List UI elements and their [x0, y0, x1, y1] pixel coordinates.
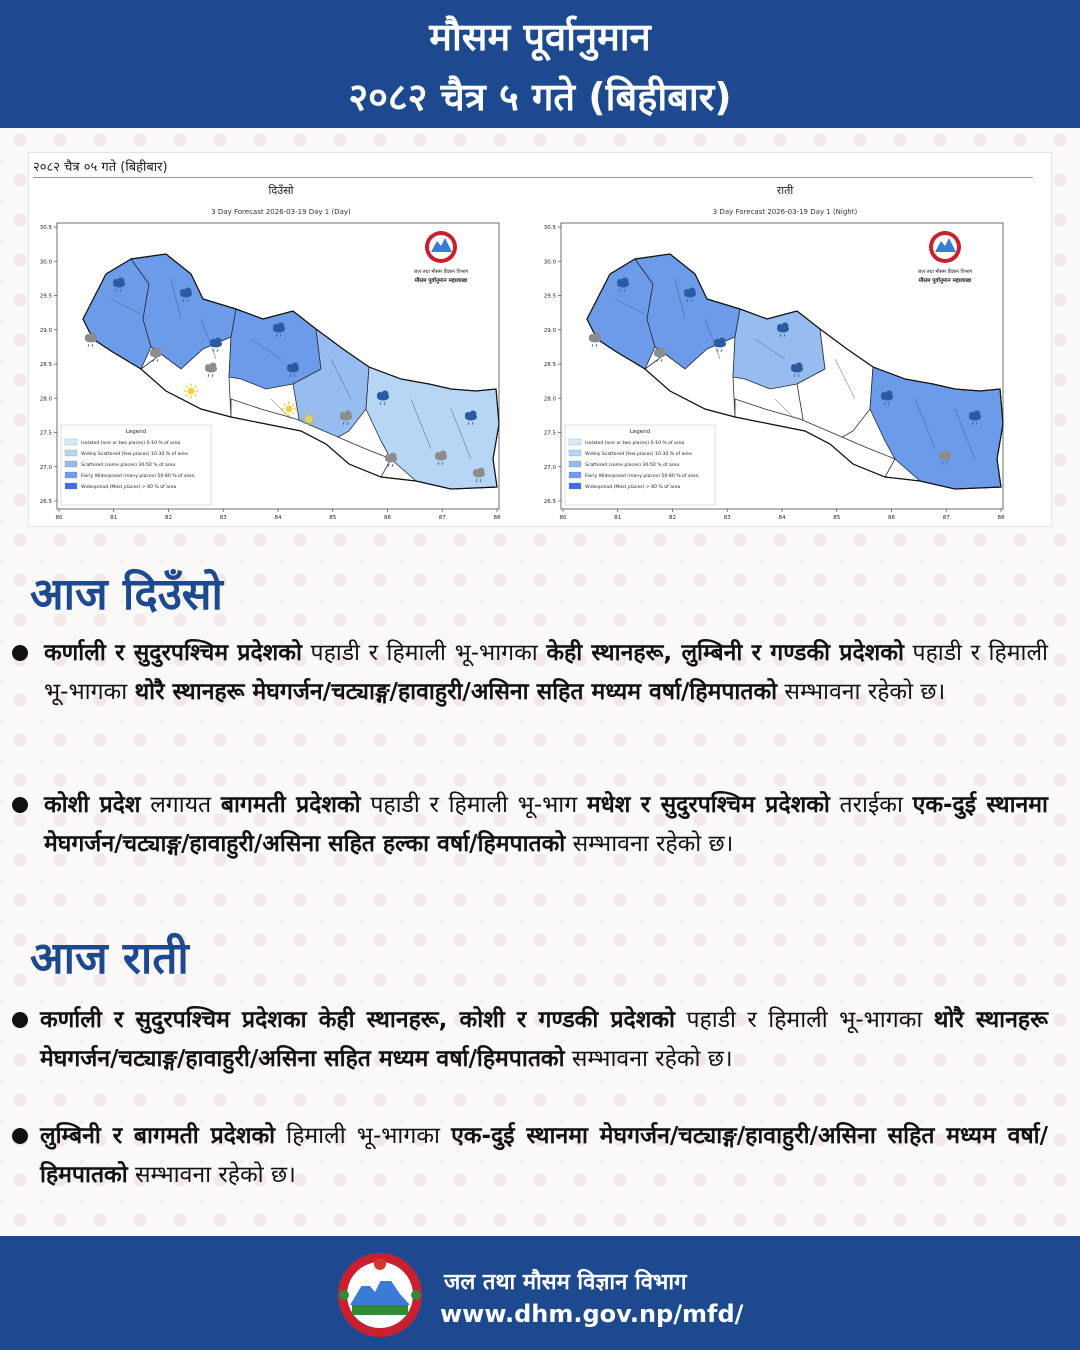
- x-tick-label: 87: [438, 515, 446, 521]
- lightning-sun-icon: [286, 406, 293, 413]
- cloud-puff: [210, 363, 217, 370]
- bullet-icon: [12, 1128, 28, 1144]
- legend-label: Fairly Widespread (many places) 50-80 % of area: [81, 474, 195, 479]
- day-section-title: आज दिउँसो: [30, 569, 223, 620]
- legend-swatch: [65, 461, 77, 467]
- y-tick-label: 30.0: [39, 259, 52, 266]
- cloud-puff: [90, 333, 97, 340]
- x-tick-label: 82: [669, 515, 676, 521]
- cloud-puff: [278, 323, 285, 330]
- y-tick-label: 26.5: [39, 499, 52, 505]
- day-forecast-paragraph-1: [44, 634, 1048, 712]
- body-text: पहाडी र हिमाली भू-भागका: [301, 640, 547, 666]
- cloud-puff: [390, 453, 397, 460]
- cloud-puff: [470, 411, 477, 418]
- header-banner: [0, 0, 1080, 128]
- night-map-subtitle: राती: [776, 184, 794, 197]
- y-tick-label: 29.5: [543, 293, 556, 300]
- day-map-title: 3 Day Forecast 2026-03-19 Day 1 (Day): [211, 208, 351, 216]
- day-map-figure: [31, 219, 531, 524]
- dhm-emblem-icon: [330, 1250, 430, 1340]
- map-legend: [61, 425, 211, 505]
- emphasis-text: कर्णाली र सुदुरपश्चिम प्रदेशको: [44, 640, 302, 666]
- emphasis-text: मधेश र सुदुरपश्चिम प्रदेशको: [586, 792, 830, 818]
- y-tick-label: 26.5: [543, 499, 556, 505]
- page-title: मौसम पूर्वानुमान: [429, 15, 651, 59]
- x-tick-label: 81: [614, 515, 622, 521]
- cloud-puff: [478, 468, 485, 475]
- body-text: सम्भावना रहेको छ।: [564, 1046, 733, 1072]
- cloud-puff: [155, 348, 162, 355]
- lightning-sun-icon: [188, 388, 195, 395]
- cloud-puff: [215, 338, 222, 345]
- y-tick-label: 28.0: [39, 396, 52, 403]
- legend-label: Widespread (Most places) > 80 % of area: [81, 485, 177, 490]
- legend-swatch: [569, 439, 581, 445]
- day-map-subtitle: दिउँसो: [268, 184, 294, 197]
- emphasis-text: एक-दुई स्थानमा मेघगर्जन/चट्याङ्ग/हावाहुरी/असिना सहित हल्का वर्षा/हिमपातको: [44, 792, 1049, 857]
- forecast-map-panel: [28, 152, 1052, 527]
- x-tick-label: 81: [110, 515, 118, 521]
- x-tick-label: 86: [888, 515, 895, 521]
- body-text: सम्भावना रहेको छ।: [565, 831, 734, 857]
- legend-swatch: [569, 472, 581, 478]
- cloud-puff: [185, 288, 192, 295]
- cloud-puff: [974, 411, 981, 418]
- organization-name: जल तथा मौसम विज्ञान विभाग: [444, 1270, 687, 1295]
- map-logo-org: जल तथा मौसम विज्ञान विभाग: [917, 269, 973, 275]
- legend-title: Legend: [629, 429, 651, 435]
- x-tick-label: 83: [219, 515, 227, 521]
- footer-banner: [0, 1236, 1080, 1350]
- x-tick-label: 83: [723, 515, 731, 521]
- bullet-icon: [12, 645, 28, 661]
- emphasis-text: बागमती प्रदेशको: [220, 792, 361, 818]
- forecast-date: २०८२ चैत्र ५ गते (बिहीबार): [348, 75, 732, 119]
- x-tick-label: 88: [997, 515, 1005, 521]
- map-logo-division: मौसम पूर्वानुमान महाशाखा: [918, 278, 972, 284]
- emphasis-text: थोरै स्थानहरू मेघगर्जन/चट्याङ्ग/हावाहुरी/असिना सहित मध्यम वर्षा/हिमपातको: [40, 1007, 1048, 1072]
- x-tick-label: 84: [274, 515, 282, 521]
- y-tick-label: 27.5: [39, 430, 52, 437]
- legend-label: Widespread (Most places) > 80 % of area: [585, 485, 681, 490]
- divider: [33, 177, 1033, 178]
- emphasis-text: केही स्थानहरू, लुम्बिनी र गण्डकी प्रदेशको: [546, 640, 904, 666]
- emphasis-text: थोरै स्थानहरू मेघगर्जन/चट्याङ्ग/हावाहुरी/असिना सहित मध्यम वर्षा/हिमपातको: [134, 679, 778, 705]
- cloud-puff: [345, 411, 352, 418]
- cloud-puff: [622, 278, 629, 285]
- y-tick-label: 30.5: [39, 225, 52, 231]
- cloud-puff: [440, 451, 447, 458]
- y-tick-label: 29.5: [39, 293, 52, 300]
- night-map-figure: [535, 219, 1035, 524]
- emphasis-text: कर्णाली र सुदुरपश्चिम प्रदेशका केही स्थानहरू, कोशी र गण्डकी प्रदेशको: [40, 1007, 675, 1033]
- legend-label: Isolated (one or two places) 0-10 % of area: [585, 441, 685, 446]
- x-tick-label: 84: [778, 515, 786, 521]
- body-text: पहाडी र हिमाली भू-भागका: [675, 1007, 934, 1033]
- night-map: [535, 181, 1035, 526]
- night-forecast-paragraph-1: [40, 1001, 1048, 1079]
- y-tick-label: 27.0: [39, 464, 52, 471]
- map-legend: [565, 425, 715, 505]
- x-tick-label: 86: [384, 515, 391, 521]
- emphasis-text: एक-दुई स्थानमा मेघगर्जन/चट्याङ्ग/हावाहुरी/असिना सहित मध्यम वर्षा/हिमपातको: [40, 1123, 1049, 1188]
- x-tick-label: 85: [329, 515, 337, 521]
- cloud-puff: [782, 323, 789, 330]
- x-tick-label: 87: [942, 515, 950, 521]
- day-forecast-paragraph-2: [44, 786, 1048, 864]
- y-tick-label: 28.0: [543, 396, 556, 403]
- map-logo-org: जल तथा मौसम विज्ञान विभाग: [413, 269, 469, 275]
- cloud-puff: [118, 278, 125, 285]
- y-tick-label: 28.5: [39, 362, 52, 368]
- emphasis-text: लुम्बिनी र बागमती प्रदेशको: [40, 1123, 276, 1149]
- y-tick-label: 28.5: [543, 362, 556, 368]
- y-tick-label: 30.0: [543, 259, 556, 266]
- x-tick-label: 82: [165, 515, 172, 521]
- cloud-puff: [719, 338, 726, 345]
- body-text: लगायत: [140, 792, 221, 818]
- legend-title: Legend: [125, 429, 147, 435]
- body-text: हिमाली भू-भागका: [275, 1123, 452, 1149]
- x-tick-label: 88: [493, 515, 501, 521]
- legend-swatch: [65, 483, 77, 489]
- bullet-icon: [12, 797, 28, 813]
- cloud-puff: [594, 333, 601, 340]
- y-tick-label: 30.5: [543, 225, 556, 231]
- website-link[interactable]: www.dhm.gov.np/mfd/: [440, 1300, 744, 1328]
- legend-swatch: [65, 472, 77, 478]
- y-tick-label: 27.0: [543, 464, 556, 471]
- x-tick-label: 80: [559, 515, 567, 521]
- dhm-emblem-icon: [929, 231, 961, 263]
- legend-label: Widely Scattered (few places) 10-30 % of area: [585, 452, 692, 457]
- cloud-puff: [382, 391, 389, 398]
- night-map-title: 3 Day Forecast 2026-03-19 Day 1 (Night): [712, 208, 858, 216]
- body-text: सम्भावना रहेको छ।: [127, 1162, 296, 1188]
- dhm-emblem-icon: [425, 231, 457, 263]
- cloud-puff: [659, 348, 666, 355]
- legend-swatch: [65, 450, 77, 456]
- legend-swatch: [65, 439, 77, 445]
- emphasis-text: कोशी प्रदेश: [44, 792, 141, 818]
- cloud-puff: [292, 363, 299, 370]
- night-forecast-paragraph-2: [40, 1117, 1048, 1195]
- y-tick-label: 29.0: [39, 327, 52, 334]
- cloud-puff: [886, 391, 893, 398]
- legend-label: Scattered (some places) 30-50 % of area: [585, 463, 680, 468]
- legend-label: Scattered (some places) 30-50 % of area: [81, 463, 176, 468]
- cloud-puff: [689, 288, 696, 295]
- map-logo-division: मौसम पूर्वानुमान महाशाखा: [414, 278, 468, 284]
- legend-label: Isolated (one or two places) 0-10 % of area: [81, 441, 181, 446]
- body-text: सम्भावना रहेको छ।: [777, 679, 946, 705]
- y-tick-label: 29.0: [543, 327, 556, 334]
- legend-label: Fairly Widespread (many places) 50-80 % of area: [585, 474, 699, 479]
- lightning-sun-icon: [306, 416, 313, 423]
- bullet-icon: [12, 1012, 28, 1028]
- x-tick-label: 85: [833, 515, 841, 521]
- night-section-title: आज राती: [30, 933, 189, 984]
- legend-swatch: [569, 450, 581, 456]
- cloud-puff: [796, 363, 803, 370]
- legend-label: Widely Scattered (few places) 10-30 % of area: [81, 452, 188, 457]
- legend-swatch: [569, 483, 581, 489]
- body-text: पहाडी र हिमाली भू-भागका: [44, 640, 1048, 705]
- day-map: [31, 181, 531, 526]
- y-tick-label: 27.5: [543, 430, 556, 437]
- body-text: तराईका: [829, 792, 913, 818]
- x-tick-label: 80: [55, 515, 63, 521]
- legend-swatch: [569, 461, 581, 467]
- cloud-puff: [944, 451, 951, 458]
- body-text: पहाडी र हिमाली भू-भाग: [360, 792, 587, 818]
- map-date-label: २०८२ चैत्र ०५ गते (बिहीबार): [33, 160, 168, 175]
